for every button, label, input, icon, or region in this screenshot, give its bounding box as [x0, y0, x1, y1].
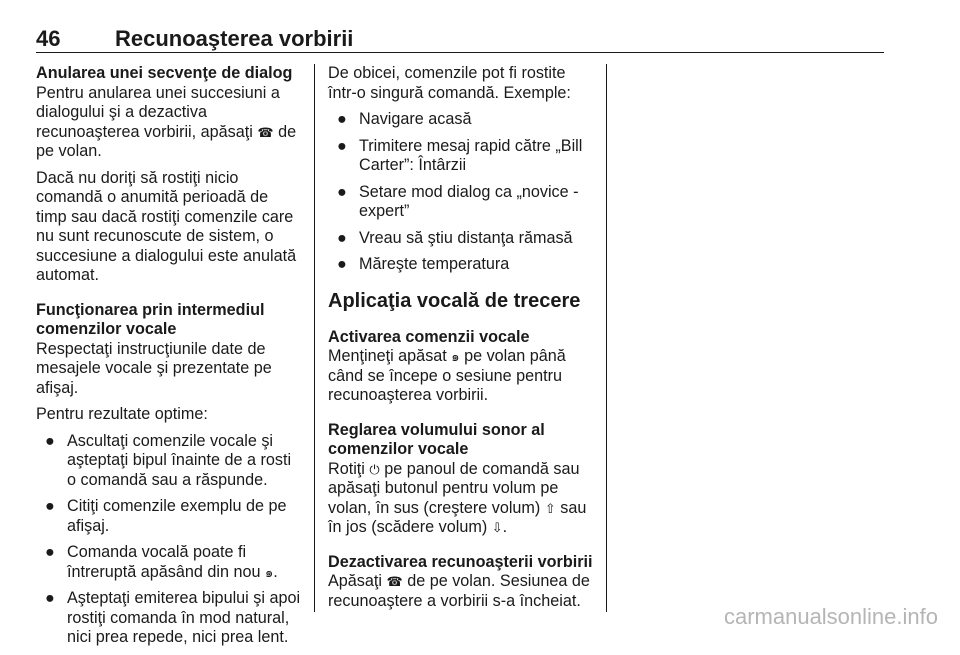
paragraph: [328, 460, 594, 538]
paragraph-text: Apăsaţi: [328, 572, 382, 590]
list-item-text: Măreşte temperatura: [359, 255, 510, 273]
volume-up-icon: ⇧: [544, 500, 556, 516]
list-item-text: Vreau să ştiu distanţa rămasă: [359, 228, 573, 247]
list-item-text: Setare mod dialog ca „novice - expert”: [359, 182, 579, 220]
list-item: [328, 183, 594, 222]
volume-down-icon: ⇩: [491, 520, 503, 535]
bullet-icon: ●: [45, 497, 55, 515]
watermark: carmanualsonline.info: [723, 604, 938, 629]
list-item-text: Aşteptaţi emiterea bipului şi apoi rostiţi comanda în mod natural, nici prea repede, nici prea lent.: [67, 589, 301, 646]
section-heading: Funcţionarea prin intermediul comenzilor vocale: [36, 300, 265, 338]
bullet-icon: ●: [337, 255, 347, 273]
bullet-icon: ●: [45, 431, 55, 450]
paragraph-text: .: [502, 518, 508, 536]
paragraph: [328, 572, 594, 611]
list-item: [328, 255, 594, 275]
paragraph: Pentru rezultate optime:: [36, 405, 208, 423]
paragraph: Respectaţi instrucţiunile date de mesajele vocale şi prezentate pe afişaj.: [36, 339, 272, 397]
list-item: [328, 137, 594, 176]
bullet-icon: ●: [337, 136, 347, 155]
voice-icon: ๑: [451, 349, 460, 364]
paragraph: [328, 347, 594, 406]
middle-column: [328, 64, 594, 611]
list-item: [328, 229, 594, 249]
list-item: [36, 589, 302, 648]
paragraph-text: Rotiţi: [328, 459, 365, 478]
paragraph: Dacă nu doriţi să rostiţi nicio comandă o anumită perioadă de timp sau dacă rostiţi comenzile care nu sunt recunoscute de sistem, o succesiune a dialogului este anulată automat.: [36, 168, 297, 284]
list-item-text: Ascultaţi comenzile vocale şi aşteptaţi bipul înainte de a rosti o comandă sau a răspunde.: [67, 431, 292, 489]
list-item: [36, 543, 302, 582]
paragraph: [36, 84, 302, 162]
bullet-icon: ●: [45, 543, 55, 561]
paragraph-text: pe volan până când se începe o sesiune pentru recunoaşterea vorbirii.: [328, 347, 566, 404]
paragraph-text: de pe volan.: [36, 122, 297, 160]
bullet-icon: ●: [337, 182, 347, 201]
list-item-text: Citiţi comenzile exemplu de pe afişaj.: [67, 497, 287, 535]
voice-icon: ๑: [265, 564, 274, 580]
list-item: [36, 497, 302, 536]
column-divider: [606, 64, 607, 612]
paragraph: De obicei, comenzile pot fi rostite într-o singură comandă. Exemple:: [328, 64, 571, 102]
column-divider: [314, 64, 315, 612]
bullet-icon: ●: [45, 589, 55, 607]
paragraph-text: Menţineţi apăsat: [328, 347, 447, 365]
phone-icon: ☎: [386, 574, 403, 589]
phone-icon: ☎: [257, 124, 274, 140]
paragraph-text: Pentru anularea unei succesiuni a dialogului şi a dezactiva recunoaşterea vorbirii, apăsaţi: [36, 83, 280, 141]
paragraph-text: de pe volan. Sesiunea de recunoaştere a vorbirii s-a încheiat.: [328, 572, 590, 610]
paragraph-text: pe panoul de comandă sau apăsaţi butonul pentru volum pe volan, în sus (creştere volum): [328, 459, 580, 517]
list-item-text: Comanda vocală poate fi întreruptă apăsând din nou: [67, 543, 261, 581]
list-item-text: Navigare acasă: [359, 110, 472, 128]
power-icon: ⏻: [369, 461, 380, 477]
paragraph-text: sau în jos (scădere volum): [328, 498, 587, 536]
bullet-icon: ●: [337, 110, 347, 128]
page-number: 46: [36, 26, 61, 51]
section-heading: Reglarea volumului sonor al comenzilor vocale: [328, 420, 545, 458]
section-heading: Dezactivarea recunoaşterii vorbirii: [328, 552, 593, 571]
page-title: Recunoaşterea vorbirii: [115, 26, 354, 51]
list-item: [36, 432, 302, 491]
section-title: Aplicaţia vocală de trecere: [328, 289, 581, 312]
list-item-text: .: [273, 562, 278, 581]
bullet-icon: ●: [337, 228, 347, 247]
list-item-text: Trimitere mesaj rapid către „Bill Carter”: Întârzii: [359, 136, 583, 174]
left-column: [36, 64, 302, 655]
list-item: [328, 110, 594, 130]
page-header: [36, 26, 884, 53]
section-heading: Activarea comenzii vocale: [328, 327, 530, 346]
bullet-list: [328, 110, 594, 275]
section-heading: Anularea unei secvenţe de dialog: [36, 64, 293, 82]
bullet-list: [36, 432, 302, 648]
